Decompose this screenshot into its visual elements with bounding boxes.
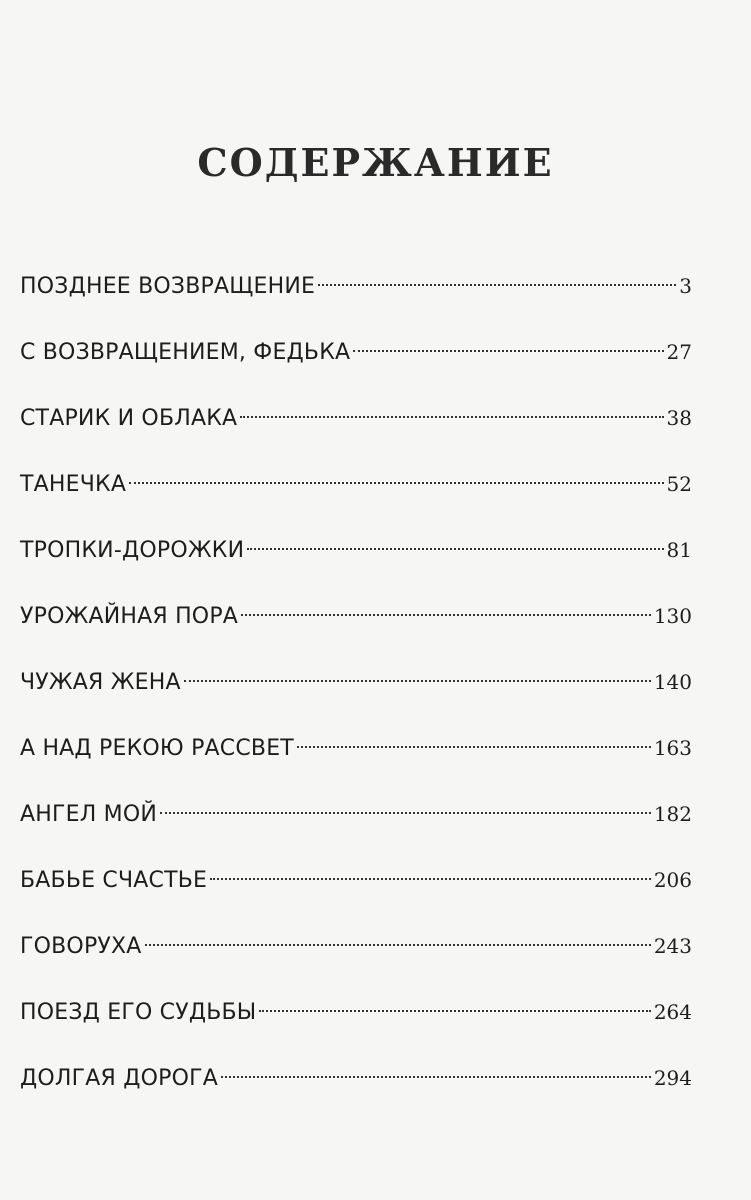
toc-entry-page: 163 — [653, 736, 692, 760]
toc-entry[interactable] — [20, 1060, 692, 1126]
dot-leader — [184, 680, 651, 682]
toc-entry-title: ЧУЖАЯ ЖЕНА — [20, 670, 181, 695]
toc-entry-page: 243 — [653, 934, 692, 958]
dot-leader — [129, 482, 663, 484]
toc-entry[interactable] — [20, 532, 692, 598]
toc-entry[interactable] — [20, 730, 692, 796]
dot-leader — [297, 746, 651, 748]
dot-leader — [240, 416, 663, 418]
toc-entry-page: 3 — [679, 274, 692, 298]
toc-entry-title: ГОВОРУХА — [20, 934, 142, 959]
toc-entry-page: 140 — [653, 670, 692, 694]
toc-entry-page: 130 — [653, 604, 692, 628]
dot-leader — [353, 350, 663, 352]
toc-entry[interactable] — [20, 862, 692, 928]
toc-entry[interactable] — [20, 334, 692, 400]
toc-entry-title: ТРОПКИ-ДОРОЖКИ — [20, 538, 245, 563]
dot-leader — [145, 944, 651, 946]
toc-entry[interactable] — [20, 466, 692, 532]
toc-entry[interactable] — [20, 598, 692, 664]
toc-entry-page: 294 — [653, 1066, 692, 1090]
page-title: СОДЕРЖАНИЕ — [197, 140, 554, 185]
dot-leader — [259, 1010, 650, 1012]
dot-leader — [318, 284, 676, 286]
table-of-contents — [20, 268, 692, 1126]
dot-leader — [210, 878, 651, 880]
toc-entry[interactable] — [20, 796, 692, 862]
toc-entry-page: 264 — [653, 1000, 692, 1024]
toc-entry[interactable] — [20, 268, 692, 334]
dot-leader — [160, 812, 651, 814]
toc-entry-title: АНГЕЛ МОЙ — [20, 802, 158, 827]
toc-entry-page: 38 — [666, 406, 692, 430]
toc-entry-page: 27 — [666, 340, 692, 364]
dot-leader — [221, 1076, 651, 1078]
toc-entry[interactable] — [20, 994, 692, 1060]
toc-entry-page: 182 — [653, 802, 692, 826]
toc-entry-title: ПОЗДНЕЕ ВОЗВРАЩЕНИЕ — [20, 274, 316, 299]
toc-entry-title: ТАНЕЧКА — [20, 472, 127, 497]
toc-entry-title: ДОЛГАЯ ДОРОГА — [20, 1066, 218, 1091]
toc-entry-page: 81 — [666, 538, 692, 562]
dot-leader — [247, 548, 663, 550]
toc-entry-title: А НАД РЕКОЮ РАССВЕТ — [20, 736, 294, 761]
toc-entry-title: УРОЖАЙНАЯ ПОРА — [20, 604, 239, 629]
dot-leader — [241, 614, 651, 616]
toc-entry[interactable] — [20, 928, 692, 994]
toc-entry-title: С ВОЗВРАЩЕНИЕМ, ФЕДЬКА — [20, 340, 351, 365]
toc-entry[interactable] — [20, 664, 692, 730]
toc-entry-title: СТАРИК И ОБЛАКА — [20, 406, 238, 431]
toc-entry-title: БАБЬЕ СЧАСТЬЕ — [20, 868, 208, 893]
toc-entry[interactable] — [20, 400, 692, 466]
toc-entry-page: 206 — [653, 868, 692, 892]
toc-entry-title: ПОЕЗД ЕГО СУДЬБЫ — [20, 1000, 257, 1025]
toc-entry-page: 52 — [666, 472, 692, 496]
